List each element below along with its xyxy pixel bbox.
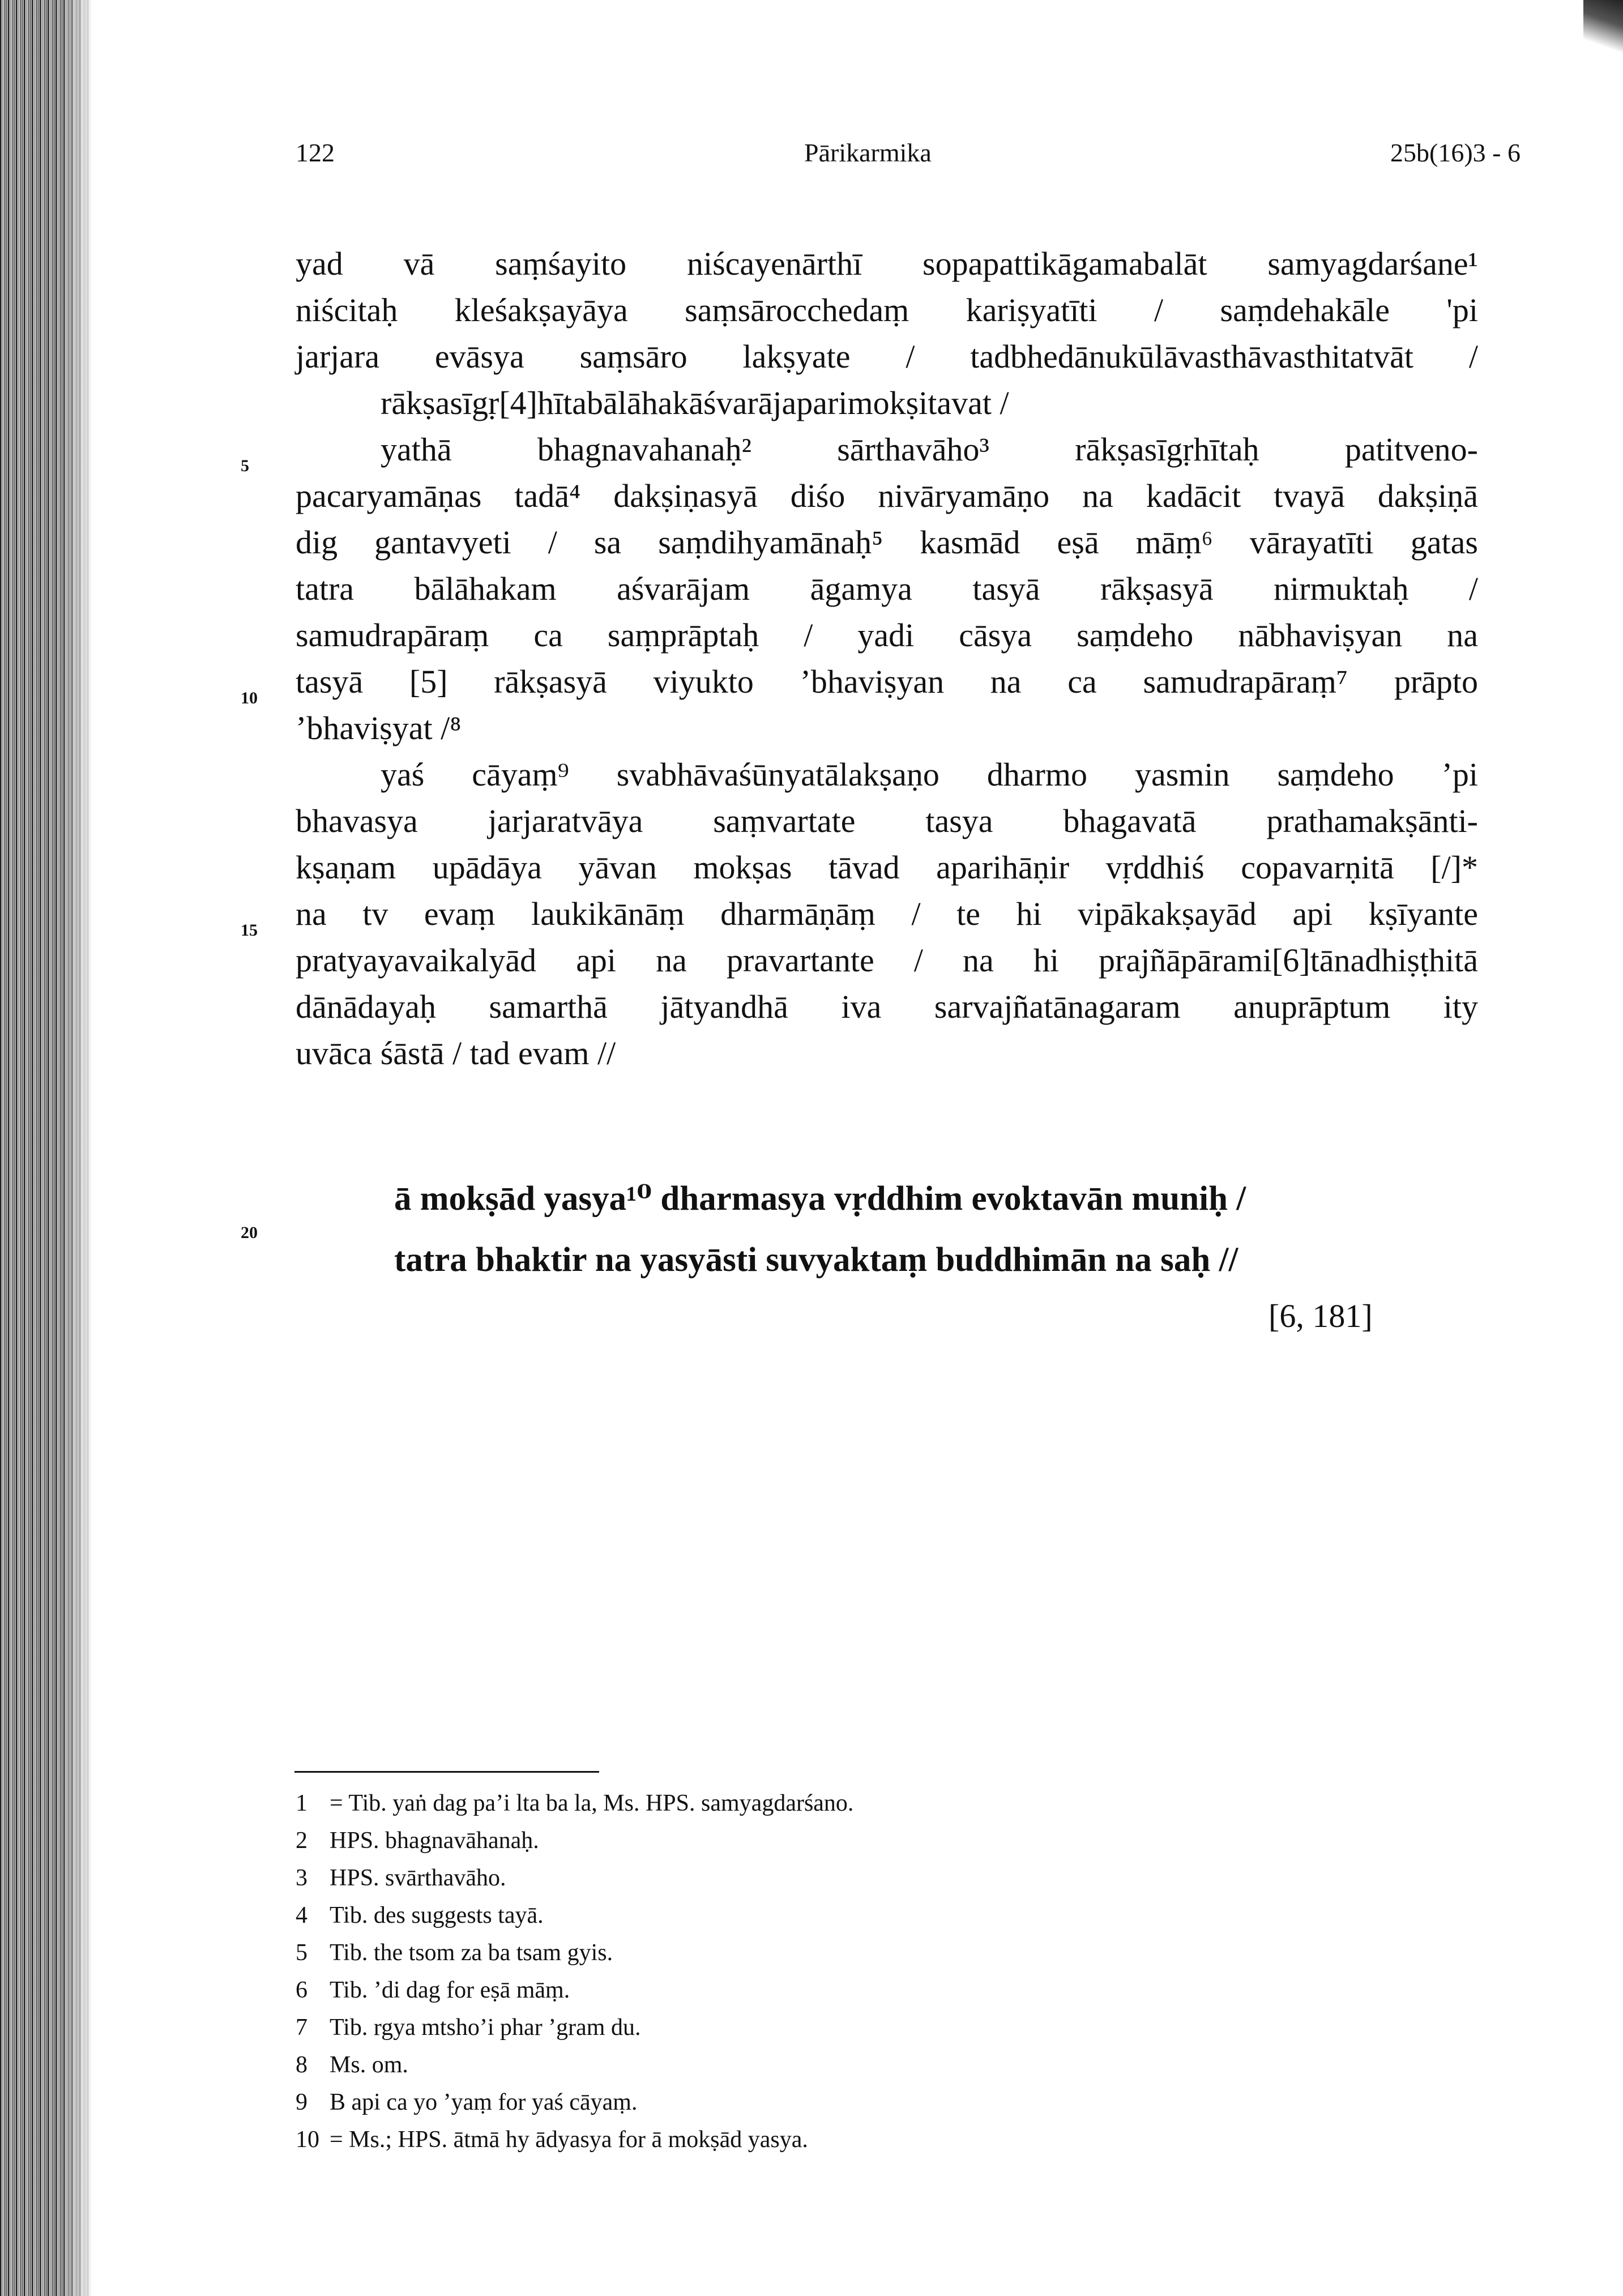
footnote bbox=[296, 2014, 640, 2041]
footnote-text: = Tib. yaṅ dag pa’i lta ba la, Ms. HPS. samyagdarśano. bbox=[330, 1790, 854, 1816]
text-line-15: na tv evaṃ laukikānāṃ dharmāṇāṃ / te hi vipākakṣayād api kṣīyante bbox=[296, 895, 1478, 932]
footnote-text: Tib. ’di dag for eṣā māṃ. bbox=[330, 1977, 570, 2003]
page-corner-shadow bbox=[1583, 0, 1623, 62]
text-line-13: bhavasya jarjaratvāya saṃvartate tasya bhagavatā prathamakṣānti- bbox=[296, 803, 1478, 839]
footnote-rule bbox=[294, 1771, 599, 1773]
footnote-number: 10 bbox=[296, 2127, 319, 2153]
footnote-number: 5 bbox=[296, 1940, 307, 1966]
text-line-4: rākṣasīgṛ[4]hītabālāhakāśvarājaparimokṣitavat / bbox=[381, 385, 1009, 421]
page-number: 122 bbox=[296, 138, 335, 167]
line-number-10: 10 bbox=[241, 689, 258, 707]
verse-reference: [6, 181] bbox=[1268, 1298, 1373, 1334]
footnote bbox=[296, 1864, 506, 1892]
footnote-number: 9 bbox=[296, 2089, 307, 2115]
verse-line-2: tatra bhaktir na yasyāsti suvyaktaṃ buddhimān na saḥ // bbox=[394, 1241, 1238, 1279]
footnote-number: 4 bbox=[296, 1902, 307, 1928]
footnote bbox=[296, 2089, 637, 2116]
footnote bbox=[296, 1902, 544, 1929]
text-line-2: niścitaḥ kleśakṣayāya saṃsārocchedaṃ kariṣyatīti / saṃdehakāle 'pi bbox=[296, 292, 1478, 328]
footnote-text: HPS. svārthavāho. bbox=[330, 1865, 506, 1891]
footnote bbox=[296, 2126, 808, 2153]
text-line-3: jarjara evāsya saṃsāro lakṣyate / tadbhedānukūlāvasthāvasthitatvāt / bbox=[296, 338, 1478, 375]
text-line-9: samudrapāraṃ ca saṃprāptaḥ / yadi cāsya saṃdeho nābhaviṣyan na bbox=[296, 617, 1478, 654]
footnote-text: Tib. rgya mtsho’i phar ’gram du. bbox=[330, 2015, 641, 2041]
verse-line-1: ā mokṣād yasya¹⁰ dharmasya vṛddhim evoktavān muniḥ / bbox=[394, 1180, 1246, 1218]
footnote-number: 8 bbox=[296, 2052, 307, 2078]
footnote-number: 7 bbox=[296, 2015, 307, 2041]
footnote-number: 1 bbox=[296, 1790, 307, 1816]
footnote-number: 6 bbox=[296, 1977, 307, 2003]
footnote-text: HPS. bhagnavāhanaḥ. bbox=[330, 1828, 539, 1854]
text-line-16: pratyayavaikalyād api na pravartante / na hi prajñāpārami[6]tānadhiṣṭhitā bbox=[296, 942, 1478, 979]
footnote-text: Ms. om. bbox=[330, 2052, 408, 2078]
footnote bbox=[296, 1977, 570, 2004]
footnote-text: B api ca yo ’yaṃ for yaś cāyaṃ. bbox=[330, 2089, 638, 2115]
text-line-17: dānādayaḥ samarthā jātyandhā iva sarvajñatānagaram anuprāptum ity bbox=[296, 988, 1478, 1025]
footnote bbox=[296, 1827, 539, 1854]
binding-fade bbox=[62, 0, 96, 2296]
manuscript-reference: 25b(16)3 - 6 bbox=[1390, 138, 1521, 167]
footnote bbox=[296, 2051, 408, 2079]
text-line-12: yaś cāyaṃ⁹ svabhāvaśūnyatālakṣaṇo dharmo yasmin saṃdeho ’pi bbox=[381, 756, 1478, 793]
text-line-6: pacaryamāṇas tadā⁴ dakṣiṇasyā diśo nivāryamāṇo na kadācit tvayā dakṣiṇā bbox=[296, 477, 1478, 514]
text-line-18: uvāca śāstā / tad evam // bbox=[296, 1035, 616, 1072]
footnote-text: Tib. des suggests tayā. bbox=[330, 1902, 544, 1928]
text-line-11: ’bhaviṣyat /⁸ bbox=[296, 710, 462, 746]
text-line-14: kṣaṇam upādāya yāvan mokṣas tāvad aparihāṇir vṛddhiś copavarṇitā [/]* bbox=[296, 849, 1478, 886]
line-number-20: 20 bbox=[241, 1223, 258, 1242]
footnote-text: Tib. the tsom za ba tsam gyis. bbox=[330, 1940, 613, 1966]
footnote-number: 2 bbox=[296, 1828, 307, 1854]
text-line-5: yathā bhagnavahanaḥ² sārthavāho³ rākṣasīgṛhītaḥ patitveno- bbox=[381, 431, 1478, 468]
text-line-8: tatra bālāhakam aśvarājam āgamya tasyā rākṣasyā nirmuktaḥ / bbox=[296, 570, 1478, 607]
text-line-10: tasyā [5] rākṣasyā viyukto ’bhaviṣyan na ca samudrapāraṃ⁷ prāpto bbox=[296, 663, 1478, 700]
line-number-5: 5 bbox=[241, 456, 249, 475]
footnote bbox=[296, 1790, 853, 1817]
footnote-text: = Ms.; HPS. ātmā hy ādyasya for ā mokṣād yasya. bbox=[330, 2127, 808, 2153]
line-number-15: 15 bbox=[241, 921, 258, 940]
footnote bbox=[296, 1939, 613, 1966]
text-line-1: yad vā saṃśayito niścayenārthī sopapattikāgamabalāt samyagdarśane¹ bbox=[296, 245, 1478, 282]
footnote-number: 3 bbox=[296, 1865, 307, 1891]
text-line-7: dig gantavyeti / sa saṃdihyamānaḥ⁵ kasmād eṣā māṃ⁶ vārayatīti gatas bbox=[296, 524, 1478, 561]
running-title: Pārikarmika bbox=[804, 138, 932, 167]
